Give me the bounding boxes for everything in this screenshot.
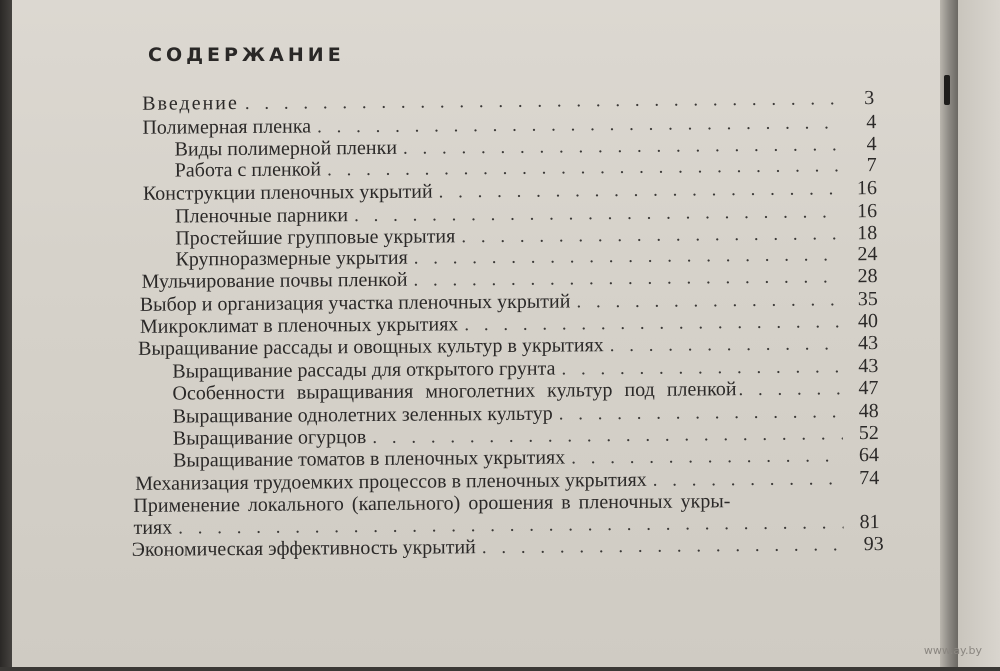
- toc-entry-page: 74: [859, 467, 880, 490]
- toc-entry-page: 28: [857, 265, 878, 288]
- toc-entry-title: Выращивание томатов в пленочных укрытиях: [172, 446, 566, 472]
- toc-entry-title: Выращивание рассады для открытого грунта: [172, 357, 556, 383]
- toc-entry: [135, 467, 879, 495]
- toc-entry-title: Применение локального (капельного) орошения в пленочных укры-: [133, 490, 731, 517]
- toc-entry-title: Выращивание однолетних зеленных культур: [172, 402, 553, 428]
- toc-entry-page: 4: [866, 111, 877, 134]
- toc-entry-title: Крупноразмерные укрытия: [175, 246, 408, 271]
- toc-entry: [142, 87, 876, 115]
- leader-dots: [571, 445, 843, 469]
- toc-entry-title: Работа с пленкой: [174, 158, 322, 182]
- watermark: www.ay.by: [923, 644, 982, 657]
- toc-entry: [132, 533, 884, 561]
- toc-entry-page: 81: [859, 511, 880, 534]
- toc-entry-page: 52: [858, 422, 879, 445]
- toc-entry-page: 24: [857, 243, 878, 266]
- toc-entry-title: Полимерная пленка: [142, 115, 312, 139]
- leader-dots: [439, 178, 841, 203]
- leader-dots: [653, 468, 844, 491]
- toc-entry-title: Механизация трудоемких процессов в пленочных укрытиях: [135, 468, 647, 495]
- toc-entry-title: Экономическая эффективность укрытий: [131, 536, 476, 561]
- toc-entry-page: 48: [858, 400, 879, 423]
- toc-entry-page: 16: [856, 200, 878, 223]
- leader-dots: [245, 88, 841, 115]
- toc-entry-page: 43: [858, 332, 879, 355]
- toc-entry-title: Конструкции пленочных укрытий: [142, 180, 433, 205]
- leader-dots: [738, 378, 846, 401]
- toc-entry-page: 3: [864, 87, 877, 110]
- toc-entry-title: Мульчирование почвы пленкой: [141, 268, 408, 293]
- toc-entry-page: 18: [857, 222, 878, 245]
- toc-entry-title: Выбор и организация участка пленочных укрытий: [139, 290, 571, 316]
- toc-entry-page: 40: [857, 310, 879, 333]
- toc-entry-title: тиях: [133, 516, 173, 539]
- toc-entry-title: Простейшие групповые укрытия: [175, 225, 456, 250]
- toc-entry-page: 4: [866, 133, 877, 156]
- toc-entry-page: 7: [866, 154, 877, 177]
- toc-entry-title: Виды полимерной пленки: [174, 136, 398, 161]
- toc-entry-page: 47: [858, 377, 879, 400]
- toc-entry-title: Выращивание огурцов: [172, 426, 367, 450]
- toc-entry-page: 43: [858, 355, 879, 378]
- toc-title: СОДЕРЖАНИЕ: [148, 44, 345, 66]
- toc-entry-page: 64: [858, 444, 880, 467]
- leader-dots: [610, 333, 843, 357]
- toc-entry-title: Особенности выращивания многолетних культур под пленкой: [172, 378, 737, 405]
- toc-entry-page: 93: [863, 532, 884, 556]
- toc-entry-title: Пленочные парники: [175, 204, 349, 228]
- toc-entry-title: Введение: [142, 92, 239, 115]
- leader-dots: [482, 534, 848, 559]
- toc-entry-page: 35: [857, 288, 878, 311]
- toc-entry-title: Выращивание рассады и овощных культур в укрытиях: [138, 334, 604, 360]
- toc-entry-page: 16: [856, 177, 877, 200]
- toc-entry-title: Микроклимат в пленочных укрытиях: [139, 313, 459, 338]
